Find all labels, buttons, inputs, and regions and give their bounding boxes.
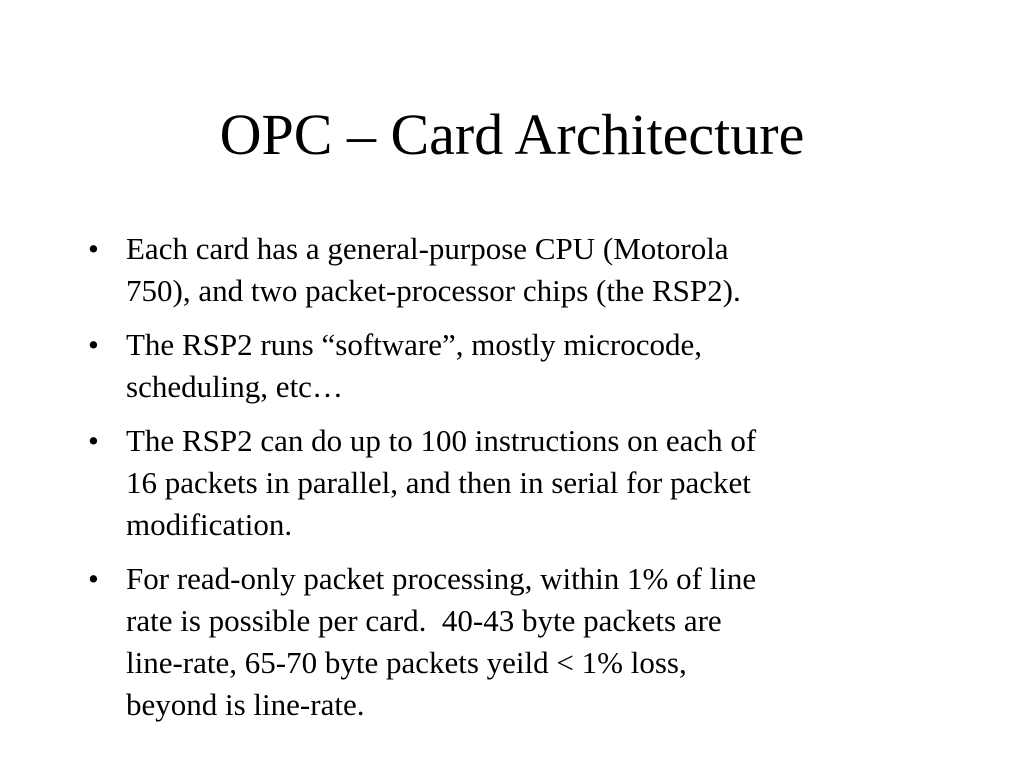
bullet-icon: • [88, 561, 99, 596]
bullet-line: The RSP2 can do up to 100 instructions on each of [126, 423, 757, 458]
bullet-line: modification. [126, 507, 293, 542]
bullet-line: beyond is line-rate. [126, 687, 365, 722]
bullet-line: 16 packets in parallel, and then in serial for packet [126, 465, 751, 500]
slide-title: OPC – Card Architecture [219, 102, 805, 167]
bullet-item [88, 420, 968, 546]
bullet-icon: • [88, 327, 99, 362]
bullet-line: 750), and two packet-processor chips (the RSP2). [126, 273, 741, 308]
bullet-line: scheduling, etc… [126, 369, 343, 404]
bullet-line: Each card has a general-purpose CPU (Motorola [126, 231, 729, 266]
bullet-item [88, 228, 968, 312]
bullet-text [126, 324, 968, 408]
bullet-line: line-rate, 65-70 byte packets yeild < 1% loss, [126, 645, 687, 680]
bullet-text [126, 420, 968, 546]
bullet-line: The RSP2 runs “software”, mostly microcode, [126, 327, 702, 362]
bullet-item [88, 558, 968, 726]
bullet-item [88, 324, 968, 408]
bullet-icon: • [88, 423, 99, 458]
bullet-list [88, 228, 968, 738]
bullet-icon: • [88, 231, 99, 266]
bullet-line: rate is possible per card. 40-43 byte packets are [126, 603, 722, 638]
bullet-text [126, 228, 968, 312]
bullet-text [126, 558, 968, 726]
bullet-line: For read-only packet processing, within 1% of line [126, 561, 757, 596]
